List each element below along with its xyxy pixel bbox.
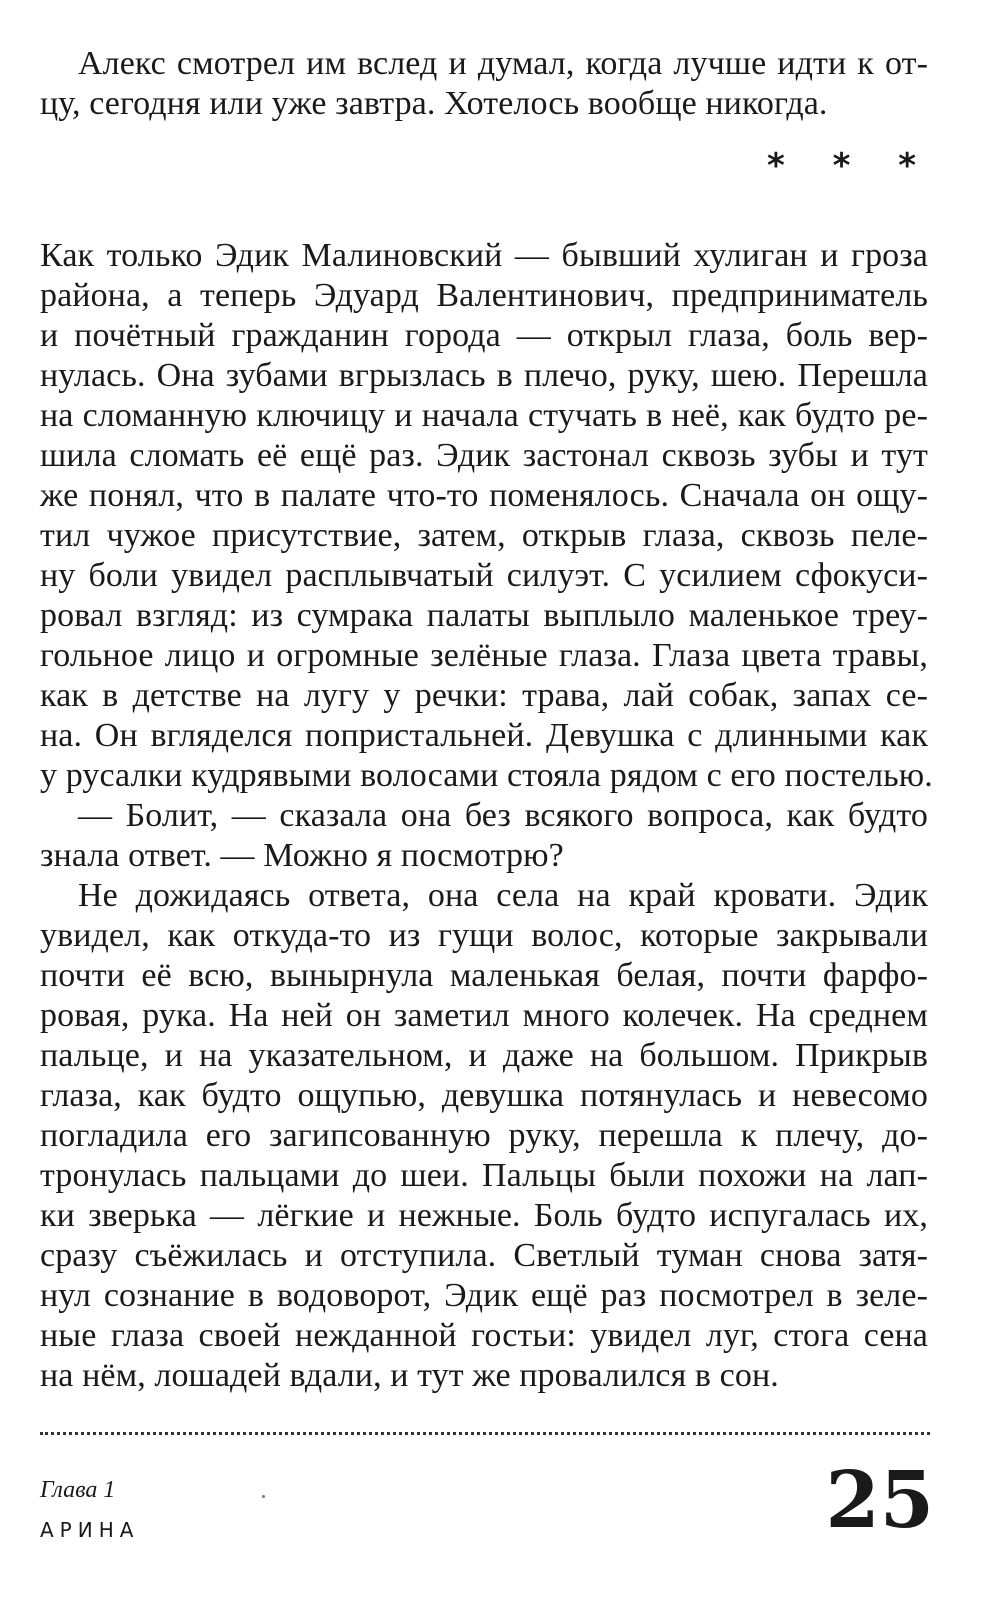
chapter-title: АРИНА [40,1518,140,1542]
body-line: же понял, что в палате что-то поменялось. Сначала он ощу- [40,477,928,514]
body-line: как в детстве на лугу у речки: трава, лай собак, запах се- [40,677,928,714]
body-line: ные глаза своей нежданной гостьи: увидел луг, стога сена [40,1317,928,1354]
body-line: Как только Эдик Малиновский — бывший хулиган и гроза [40,237,928,274]
body-line: у русалки кудрявыми волосами стояла рядом с его постелью. [40,757,933,794]
chapter-label: Глава 1 [40,1477,116,1503]
body-line: ровал взгляд: из сумрака палаты выплыло маленькое треу- [40,597,928,634]
body-line: пальце, и на указательном, и даже на большом. Прикрыв [40,1037,928,1074]
page-number: 25 [825,1455,934,1546]
body-line: глаза, как будто ощупью, девушка потянулась и невесомо [40,1077,928,1114]
body-line: увидел, как откуда-то из гущи волос, которые закрывали [40,917,928,954]
body-line: знала ответ. — Можно я посмотрю? [40,837,564,874]
footer-divider [40,1432,930,1435]
body-line: ну боли увидел расплывчатый силуэт. С усилием сфокуси- [40,557,928,594]
body-line: тронулась пальцами до шеи. Пальцы были похожи на лап- [40,1157,928,1194]
body-line: ровая, рука. На ней он заметил много колечек. На среднем [40,997,928,1034]
body-line: гольное лицо и огромные зелёные глаза. Глаза цвета травы, [40,637,928,674]
intro-line-1: Алекс смотрел им вслед и думал, когда лучше идти к от- [78,45,928,82]
scene-separator: * * * [766,146,934,186]
body-line: — Болит, — сказала она без всякого вопроса, как будто [78,797,928,834]
body-line: Не дожидаясь ответа, она села на край кровати. Эдик [78,877,928,914]
body-line: тил чужое присутствие, затем, открыв глаза, сквозь пеле- [40,517,928,554]
body-line: сразу съёжилась и отступила. Светлый туман снова затя- [40,1237,928,1274]
body-line: нул сознание в водоворот, Эдик ещё раз посмотрел в зеле- [40,1277,928,1314]
body-line: района, а теперь Эдуард Валентинович, предприниматель [40,277,928,314]
body-line: шила сломать её ещё раз. Эдик застонал сквозь зубы и тут [40,437,928,474]
body-line: почти её всю, вынырнула маленькая белая, почти фарфо- [40,957,928,994]
body-line: на сломанную ключицу и начала стучать в неё, как будто ре- [40,397,928,434]
body-line: нулась. Она зубами вгрызлась в плечо, руку, шею. Перешла [40,357,928,394]
body-line: на нём, лошадей вдали, и тут же провалился в сон. [40,1357,779,1394]
body-line: на. Он вгляделся попристальней. Девушка с длинными как [40,717,928,754]
body-line: погладила его загипсованную руку, перешла к плечу, до- [40,1117,928,1154]
print-speck [262,1495,265,1498]
body-line: ки зверька — лёгкие и нежные. Боль будто испугалась их, [40,1197,928,1234]
body-line: и почётный гражданин города — открыл глаза, боль вер- [40,317,928,354]
intro-line-2: цу, сегодня или уже завтра. Хотелось вообще никогда. [40,85,828,122]
